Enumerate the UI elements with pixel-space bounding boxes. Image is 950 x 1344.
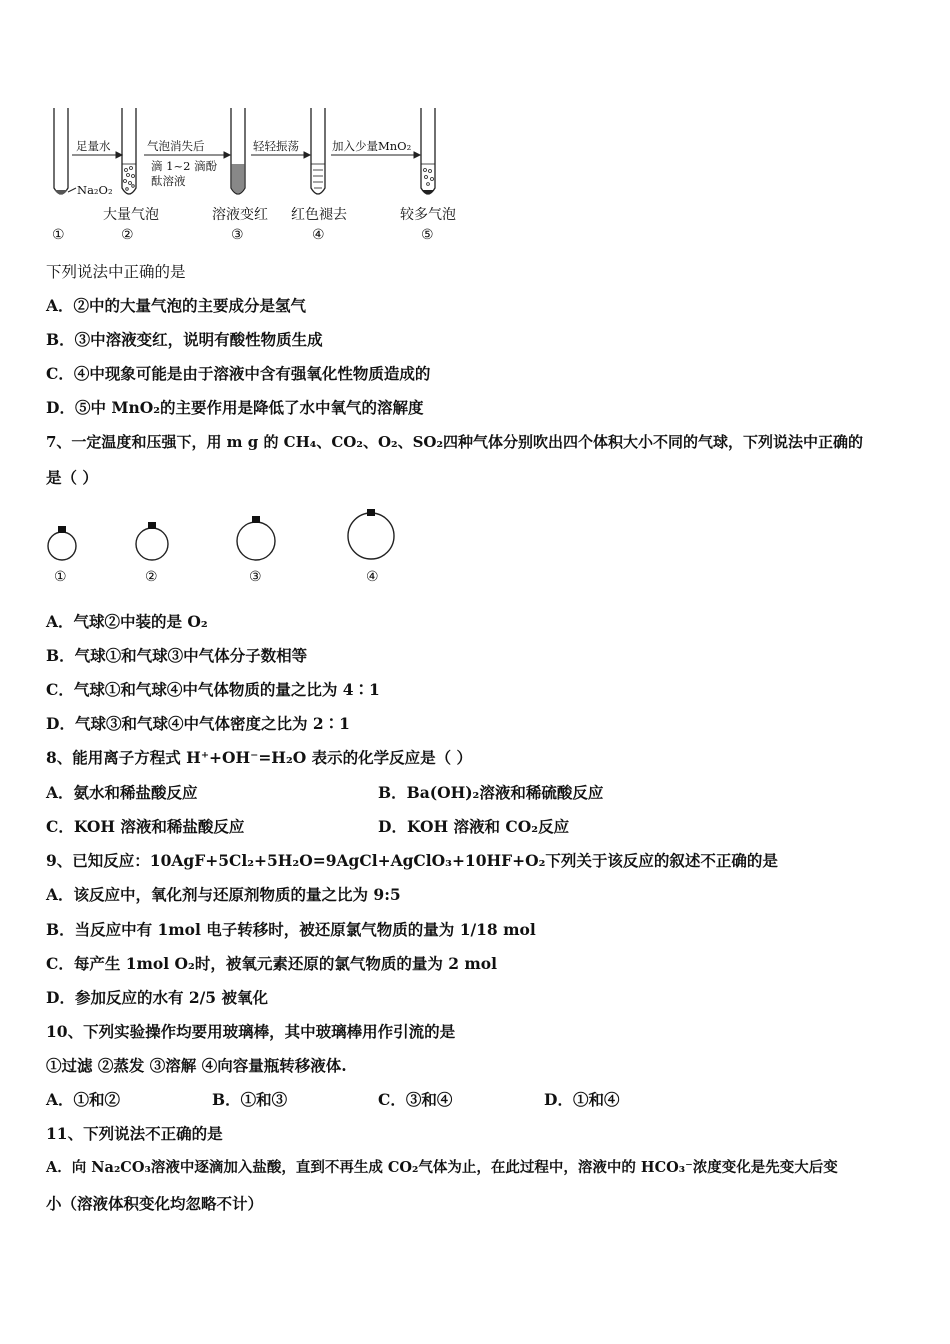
q7-stem-line1: 7、一定温度和压强下，用 m g 的 CH₄、CO₂、O₂、SO₂四种气体分别吹出四个体积大小不同的气球，下列说法中正确的 (46, 433, 864, 451)
experiment-figure (40, 100, 470, 250)
q10-items: ①过滤 ②蒸发 ③溶解 ④向容量瓶转移液体. (46, 1056, 347, 1075)
caption-4: 红色褪去 (291, 207, 347, 223)
q10-stem: 10、下列实验操作均要用玻璃棒，其中玻璃棒用作引流的是 (46, 1022, 456, 1041)
balloon-3 (237, 522, 275, 560)
tube-number-1: ① (52, 227, 65, 243)
arrow-label-mno2: 加入少量MnO₂ (332, 139, 412, 153)
tube-number-4: ④ (312, 227, 325, 243)
q6-option-b: B．③中溶液变红，说明有酸性物质生成 (46, 330, 323, 349)
q7-option-a: A．气球②中装的是 O₂ (46, 612, 208, 631)
caption-5: 较多气泡 (400, 207, 456, 223)
q6-option-c: C．④中现象可能是由于溶液中含有强氧化性物质造成的 (46, 364, 431, 383)
balloon-3-knot (252, 516, 260, 523)
q10-option-c: C．③和④ (378, 1090, 453, 1109)
q8-stem: 8、能用离子方程式 H⁺+OH⁻=H₂O 表示的化学反应是（ ） (46, 748, 473, 767)
arrow-label-2a: 气泡消失后 (147, 139, 205, 153)
test-tube-4 (311, 108, 325, 194)
q7-stem-line2: 是（ ） (46, 468, 98, 487)
balloon-label-3: ③ (249, 569, 262, 585)
q11-option-a-line1: A．向 Na₂CO₃溶液中逐滴加入盐酸，直到不再生成 CO₂气体为止，在此过程中，溶液中的 HCO₃⁻浓度变化是先变大后变 (46, 1159, 838, 1176)
q6-stem: 下列说法中正确的是 (46, 263, 186, 281)
q9-option-a: A．该反应中，氧化剂与还原剂物质的量之比为 9:5 (46, 885, 401, 904)
caption-2: 大量气泡 (103, 207, 159, 223)
balloon-label-1: ① (54, 569, 67, 585)
test-tube-1 (54, 108, 68, 194)
q9-option-c: C．每产生 1mol O₂时，被氧元素还原的氯气物质的量为 2 mol (46, 954, 498, 973)
balloon-2 (136, 528, 168, 560)
arrow-label-2c: 酞溶液 (151, 174, 186, 188)
q10-option-b: B．①和③ (212, 1090, 288, 1109)
arrow-label-2b: 滴 1~2 滴酚 (151, 159, 218, 173)
test-tube-5 (421, 108, 435, 194)
q11-stem: 11、下列说法不正确的是 (46, 1124, 223, 1143)
na2o2-label: Na₂O₂ (77, 183, 113, 197)
balloon-1 (48, 532, 76, 560)
caption-3: 溶液变红 (212, 207, 268, 223)
q6-option-a: A．②中的大量气泡的主要成分是氢气 (46, 296, 307, 315)
q7-option-b: B．气球①和气球③中气体分子数相等 (46, 646, 308, 665)
tube-number-3: ③ (231, 227, 244, 243)
q8-option-b: B．Ba(OH)₂溶液和稀硫酸反应 (378, 783, 604, 802)
q9-stem: 9、已知反应：10AgF+5Cl₂+5H₂O=9AgCl+AgClO₃+10HF+O₂下列关于该反应的叙述不正确的是 (46, 851, 778, 870)
q8-option-d: D．KOH 溶液和 CO₂反应 (378, 817, 570, 836)
q7-option-c: C．气球①和气球④中气体物质的量之比为 4∶1 (46, 680, 380, 699)
q8-option-a: A．氨水和稀盐酸反应 (46, 783, 198, 802)
q10-option-d: D．①和④ (544, 1090, 620, 1109)
balloon-2-knot (148, 522, 156, 529)
balloons-figure (40, 505, 410, 570)
arrow-label-water: 足量水 (76, 139, 111, 153)
q8-option-c: C．KOH 溶液和稀盐酸反应 (46, 817, 245, 836)
balloon-1-knot (58, 526, 66, 533)
tube-number-2: ② (121, 227, 134, 243)
q7-option-d: D．气球③和气球④中气体密度之比为 2∶1 (46, 714, 350, 733)
balloon-label-4: ④ (366, 569, 379, 585)
q9-option-b: B．当反应中有 1mol 电子转移时，被还原氯气物质的量为 1/18 mol (46, 920, 536, 939)
q10-option-a: A．①和② (46, 1090, 121, 1109)
q9-option-d: D．参加反应的水有 2/5 被氧化 (46, 988, 268, 1007)
q11-option-a-line2: 小（溶液体积变化均忽略不计） (46, 1194, 264, 1213)
balloon-label-2: ② (145, 569, 158, 585)
arrow-label-shake: 轻轻振荡 (253, 139, 299, 153)
q6-option-d: D．⑤中 MnO₂的主要作用是降低了水中氧气的溶解度 (46, 398, 424, 417)
balloon-4 (348, 513, 394, 559)
tube-number-5: ⑤ (421, 227, 434, 243)
test-tube-2 (122, 108, 136, 194)
balloon-4-knot (367, 509, 375, 516)
